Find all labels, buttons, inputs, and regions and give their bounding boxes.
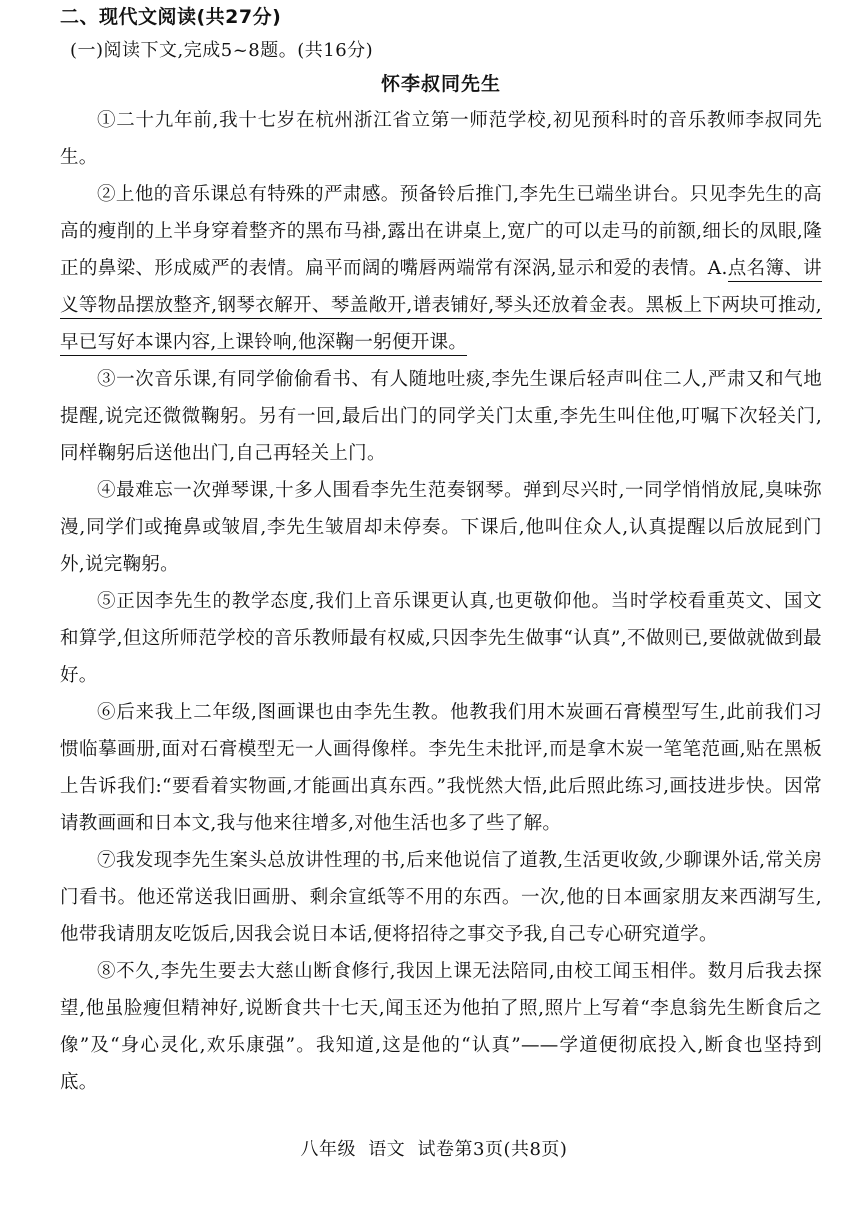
- article-title: 怀李叔同先生: [380, 73, 501, 95]
- paragraph-2: [60, 176, 822, 361]
- question-instruction: (一)阅读下文,完成5~8题。(共16分): [70, 40, 374, 61]
- paragraph-1: ①二十九年前,我十七岁在杭州浙江省立第一师范学校,初见预科时的音乐教师李叔同先生。: [60, 110, 822, 168]
- article-body: [60, 102, 822, 1101]
- paragraph-4: ④最难忘一次弹琴课,十多人围看李先生范奏钢琴。弹到尽兴时,一同学悄悄放屁,臭味弥漫,同学们或掩鼻或皱眉,李先生皱眉却未停奏。下课后,他叫住众人,认真提醒以后放屁到门外,说完鞠躬。: [60, 480, 822, 575]
- paragraph-8: ⑧不久,李先生要去大慈山断食修行,我因上课无法陪同,由校工闻玉相伴。数月后我去探望,他虽脸瘦但精神好,说断食共十七天,闻玉还为他拍了照,照片上写着“李息翁先生断食后之像”及“身心灵化,欢乐康强”。我知道,这是他的“认真”——学道便彻底投入,断食也坚持到底。: [60, 961, 822, 1093]
- footer-subject: 语文: [368, 1139, 406, 1160]
- section-heading: 二、现代文阅读(共27分): [60, 6, 282, 28]
- page-footer: [0, 1137, 868, 1163]
- paragraph-7: ⑦我发现李先生案头总放讲性理的书,后来他说信了道教,生活更收敛,少聊课外话,常关房门看书。他还常送我旧画册、剩余宣纸等不用的东西。一次,他的日本画家朋友来西湖写生,他带我请朋友吃饭后,因我会说日本话,便将招待之事交予我,自己专心研究道学。: [60, 850, 822, 945]
- underlined-passage-a: 点名簿、讲义等物品摆放整齐,钢琴衣解开、琴盖敞开,谱表铺好,琴头还放着金表。黑板上下两块可推动,早已写好本课内容,上课铃响,他深鞠一躬便开课。: [60, 258, 822, 356]
- footer-grade: 八年级: [300, 1139, 357, 1160]
- marker-a: A.: [707, 258, 728, 279]
- footer-page-info: 试卷第3页(共8页): [417, 1139, 568, 1160]
- paragraph-3: ③一次音乐课,有同学偷偷看书、有人随地吐痰,李先生课后轻声叫住二人,严肃又和气地提醒,说完还微微鞠躬。另有一回,最后出门的同学关门太重,李先生叫住他,叮嘱下次轻关门,同样鞠躬后送他出门,自己再轻关上门。: [60, 369, 822, 464]
- paragraph-5: ⑤正因李先生的教学态度,我们上音乐课更认真,也更敬仰他。当时学校看重英文、国文和算学,但这所师范学校的音乐教师最有权威,只因李先生做事“认真”,不做则已,要做就做到最好。: [60, 591, 822, 686]
- paragraph-6: ⑥后来我上二年级,图画课也由李先生教。他教我们用木炭画石膏模型写生,此前我们习惯临摹画册,面对石膏模型无一人画得像样。李先生未批评,而是拿木炭一笔笔范画,贴在黑板上告诉我们:“要看着实物画,才能画出真东西。”我恍然大悟,此后照此练习,画技进步快。因常请教画画和日本文,我与他来往增多,对他生活也多了些了解。: [60, 702, 822, 834]
- paragraph-2-text: ②上他的音乐课总有特殊的严肃感。预备铃后推门,李先生已端坐讲台。只见李先生的高高的瘦削的上半身穿着整齐的黑布马褂,露出在讲桌上,宽广的可以走马的前额,细长的凤眼,隆正的鼻梁、形成威严的表情。扁平而阔的嘴唇两端常有深涡,显示和爱的表情。: [60, 184, 822, 279]
